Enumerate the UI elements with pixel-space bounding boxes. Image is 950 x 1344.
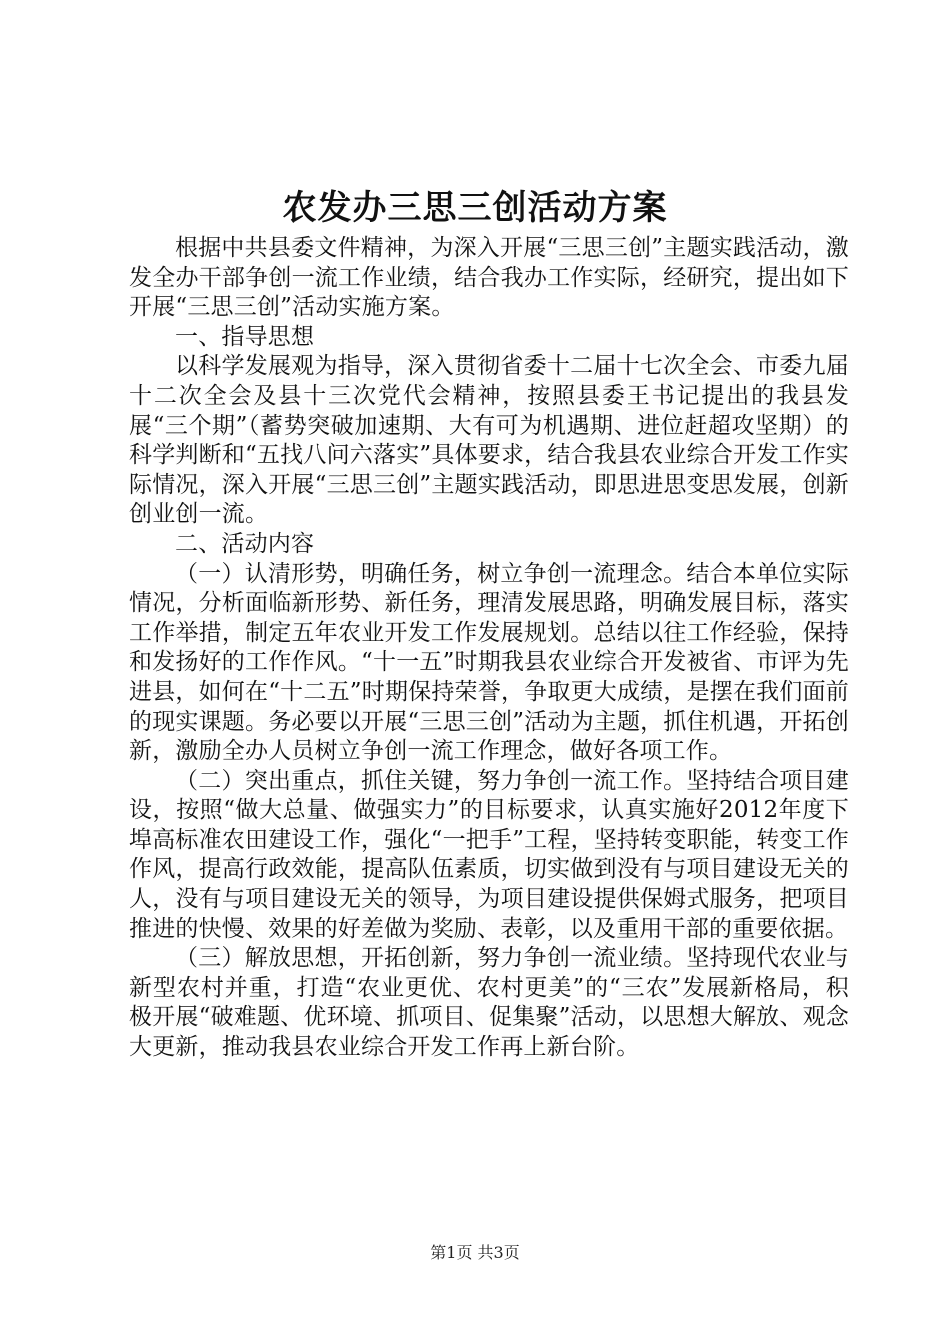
document-body	[129, 234, 849, 1063]
page-number-footer: 第1页 共3页	[430, 1243, 520, 1262]
activity-item-1-paragraph: （一）认清形势，明确任务，树立争创一流理念。结合本单位实际情况，分析面临新形势、新任务，理清发展思路，明确发展目标，落实工作举措，制定五年农业开发工作发展规划。总结以往工作经验，保持和发扬好的工作作风。“十一五”时期我县农业综合开发被省、市评为先进县，如何在“十二五”时期保持荣誉，争取更大成绩，是摆在我们面前的现实课题。务必要以开展“三思三创”活动为主题，抓住机遇，开拓创新，激励全办人员树立争创一流工作理念，做好各项工作。	[129, 560, 849, 765]
section-heading-guiding-ideology: 一、指导思想	[175, 323, 315, 350]
document-title: 农发办三思三创活动方案	[282, 188, 668, 228]
activity-item-2-paragraph: （二）突出重点，抓住关键，努力争创一流工作。坚持结合项目建设，按照“做大总量、做强实力”的目标要求，认真实施好2012年度下埠高标准农田建设工作，强化“一把手”工程，坚持转变职能，转变工作作风，提高行政效能，提高队伍素质，切实做到没有与项目建设无关的人，没有与项目建设无关的领导，为项目建设提供保姆式服务，把项目推进的快慢、效果的好差做为奖励、表彰，以及重用干部的重要依据。	[129, 767, 849, 942]
intro-paragraph: 根据中共县委文件精神，为深入开展“三思三创”主题实践活动，激发全办干部争创一流工作业绩，结合我办工作实际，经研究，提出如下开展“三思三创”活动实施方案。	[129, 235, 849, 321]
activity-item-3-paragraph: （三）解放思想，开拓创新，努力争创一流业绩。坚持现代农业与新型农村并重，打造“农业更优、农村更美”的“三农”发展新格局，积极开展“破难题、优环境、抓项目、促集聚”活动，以思想大解放、观念大更新，推动我县农业综合开发工作再上新台阶。	[129, 945, 849, 1061]
section-heading-activity-content: 二、活动内容	[175, 530, 315, 557]
guiding-ideology-paragraph: 以科学发展观为指导，深入贯彻省委十二届十七次全会、市委九届十二次全会及县十三次党代会精神，按照县委王书记提出的我县发展“三个期”（蓄势突破加速期、大有可为机遇期、进位赶超攻坚期）的科学判断和“五找八问六落实”具体要求，结合我县农业综合开发工作实际情况，深入开展“三思三创”主题实践活动，即思进思变思发展，创新创业创一流。	[129, 353, 849, 528]
